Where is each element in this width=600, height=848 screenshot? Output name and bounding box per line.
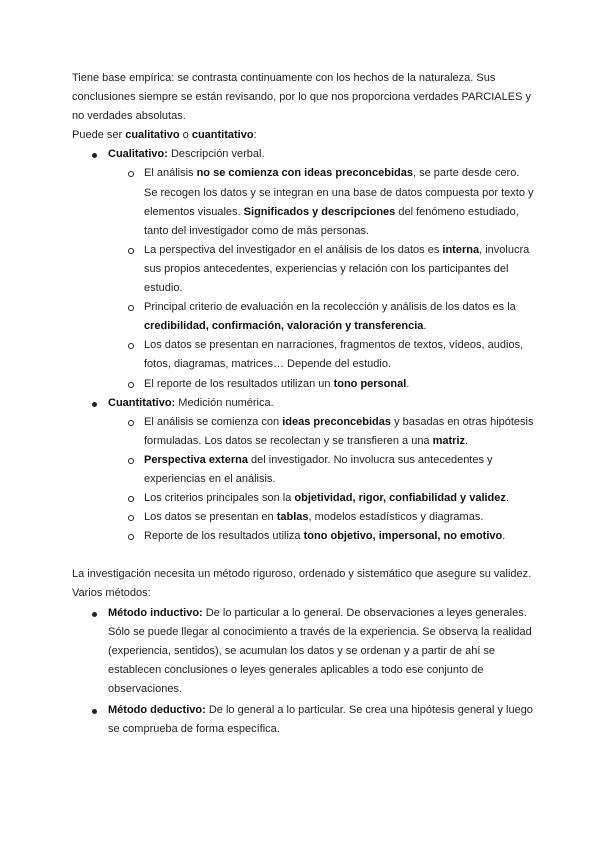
list-item: Los criterios principales son la objetividad, rigor, confiabilidad y validez. — [108, 489, 534, 508]
list-item: Los datos se presentan en narraciones, fragmentos de textos, vídeos, audios, fotos, diagramas, matrices… Depende del estudio. — [108, 336, 534, 374]
bullet-disc — [92, 402, 97, 407]
list-item: El análisis no se comienza con ideas preconcebidas, se parte desde cero. Se recogen los datos y se integran en una base de datos compuesta por texto y elementos visuales. Significados y descripciones del fenómeno estudiado, tanto del investigador como de más personas. — [108, 164, 534, 240]
list-item: La perspectiva del investigador en el análisis de los datos es interna, involucra sus propios antecedentes, experiencias y relación con los participantes del estudio. — [108, 241, 534, 298]
inductive-description: Sólo se puede llegar al conocimiento a través de la experiencia. Se observa la realidad (experiencia, sentidos), se acumulan los datos y se ordenan y a partir de ahí se establecen conclusiones o leyes generales aplicables a todo ese conjunto de observaciones. — [108, 625, 532, 695]
bullet-circle — [128, 248, 134, 254]
list-item: El análisis se comienza con ideas preconcebidas y basadas en otras hipótesis formuladas. Los datos se recolectan y se transfieren a una matriz. — [108, 413, 534, 451]
bullet-circle — [128, 382, 134, 388]
methods-list — [72, 604, 534, 740]
paragraph-methods-intro: La investigación necesita un método riguroso, ordenado y sistemático que asegure su validez. Varios métodos: — [72, 568, 532, 600]
qualitative-sublist — [108, 164, 534, 393]
bullet-circle — [128, 534, 134, 540]
list-item: Principal criterio de evaluación en la recolección y análisis de los datos es la credibilidad, confirmación, valoración y transferencia. — [108, 298, 534, 336]
list-item-deductive: Método deductivo: De lo general a lo particular. Se crea una hipótesis general y luego se comprueba de forma específica. — [72, 701, 534, 739]
list-item: Los datos se presentan en tablas, modelos estadísticos y diagramas. — [108, 508, 534, 527]
bullet-circle — [128, 515, 134, 521]
bullet-circle — [128, 171, 134, 177]
list-item-inductive: Método inductivo: De lo particular a lo general. De observaciones a leyes generales. Sólo se puede llegar al conocimiento a través de la experiencia. Se observa la realidad (experiencia, sentidos), se acumulan los datos y se ordenan y a partir de ahí se establecen conclusiones o leyes generales aplicables a todo ese conjunto de observaciones. — [72, 604, 534, 699]
bullet-circle — [128, 343, 134, 349]
spacer — [72, 546, 534, 565]
quantitative-sublist — [108, 413, 534, 547]
list-item: Reporte de los resultados utiliza tono objetivo, impersonal, no emotivo. — [108, 527, 534, 546]
types-list — [72, 145, 534, 546]
list-item-quantitative: Cuantitativo: Medición numérica. El análisis se comienza con ideas preconcebidas y basadas en otras hipótesis formuladas. Los datos se recolectan y se transfieren a una matriz. Perspectiva externa del investigador. No involucra sus antecedentes y experiencias en el análisis. Los criterios principales son la objetividad, rigor, confiabilidad y validez. Los datos se presentan en tablas, modelos estadísticos y diagramas. Reporte de los resultados utiliza tono objetivo, impersonal, no emotivo. — [72, 394, 534, 547]
paragraph-empirical-basis: Tiene base empírica: se contrasta continuamente con los hechos de la naturaleza. Sus conclusiones siempre se están revisando, por lo que nos proporciona verdades PARCIALES y no verdades absolutas. — [72, 72, 531, 123]
bullet-circle — [128, 458, 134, 464]
bullet-disc — [92, 153, 97, 158]
bullet-disc — [92, 612, 97, 617]
bullet-disc — [92, 709, 97, 714]
bullet-circle — [128, 496, 134, 502]
list-item-qualitative: Cualitativo: Descripción verbal. El análisis no se comienza con ideas preconcebidas, se parte desde cero. Se recogen los datos y se integran en una base de datos compuesta por texto y elementos visuales. Significados y descripciones del fenómeno estudiado, tanto del investigador como de más personas. La perspectiva del investigador en el análisis de los datos es interna, involucra sus propios antecedentes, experiencias y relación con los participantes del estudio. Principal criterio de evaluación en la recolección y análisis de los datos es la credibilidad, confirmación, valoración y transferencia. Los datos se presentan en narraciones, fragmentos de textos, vídeos, audios, fotos, diagramas, matrices… Depende del estudio. El reporte de los resultados utilizan un tono personal. — [72, 145, 534, 393]
list-item: El reporte de los resultados utilizan un tono personal. — [108, 375, 534, 394]
bullet-circle — [128, 420, 134, 426]
document-body — [72, 69, 534, 739]
bullet-circle — [128, 305, 134, 311]
paragraph-types-intro: Puede ser cualitativo o cuantitativo: — [72, 129, 257, 142]
list-item: Perspectiva externa del investigador. No involucra sus antecedentes y experiencias en el análisis. — [108, 451, 534, 489]
